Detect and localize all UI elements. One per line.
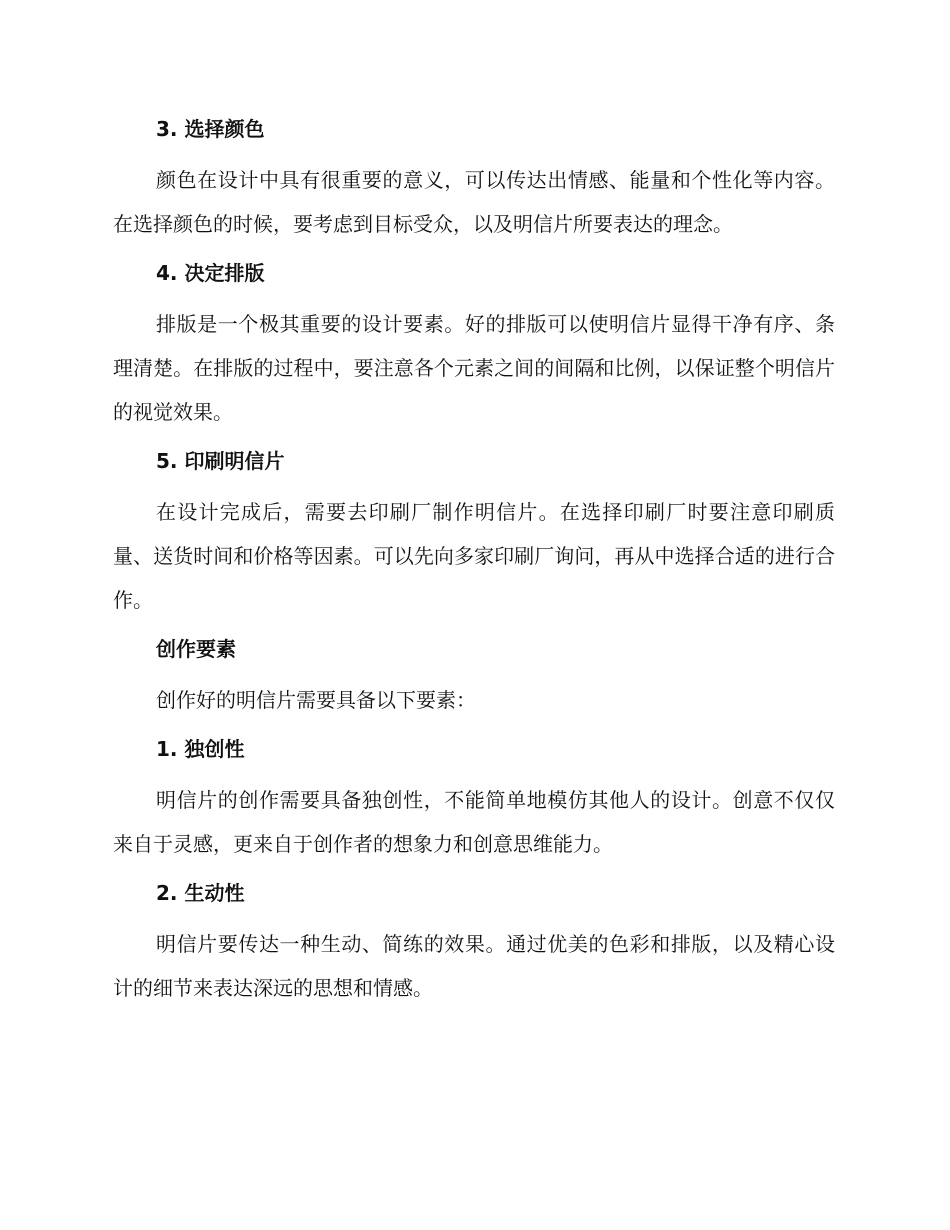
section-paragraph: 排版是一个极其重要的设计要素。好的排版可以使明信片显得干净有序、条理清楚。在排版的过程中，要注意各个元素之间的间隔和比例，以保证整个明信片的视觉效果。 <box>113 312 835 424</box>
section-heading: 1. 独创性 <box>156 737 245 761</box>
section-paragraph: 颜色在设计中具有很重要的意义，可以传达出情感、能量和个性化等内容。在选择颜色的时候，要考虑到目标受众，以及明信片所要表达的理念。 <box>113 168 835 236</box>
section-paragraph: 明信片要传达一种生动、简练的效果。通过优美的色彩和排版，以及精心设计的细节来表达深远的思想和情感。 <box>113 932 835 1000</box>
section-paragraph: 明信片的创作需要具备独创性，不能简单地模仿其他人的设计。创意不仅仅来自于灵感，更来自于创作者的想象力和创意思维能力。 <box>113 788 835 856</box>
section-paragraph: 在设计完成后，需要去印刷厂制作明信片。在选择印刷厂时要注意印刷质量、送货时间和价格等因素。可以先向多家印刷厂询问，再从中选择合适的进行合作。 <box>113 500 835 612</box>
section-heading: 5. 印刷明信片 <box>156 449 285 473</box>
section-heading: 3. 选择颜色 <box>156 117 265 141</box>
section-heading: 2. 生动性 <box>156 881 245 905</box>
section-heading: 4. 决定排版 <box>156 261 265 285</box>
section-paragraph: 创作好的明信片需要具备以下要素： <box>156 688 476 712</box>
section-heading: 创作要素 <box>156 637 236 661</box>
document-body <box>113 112 835 1020</box>
